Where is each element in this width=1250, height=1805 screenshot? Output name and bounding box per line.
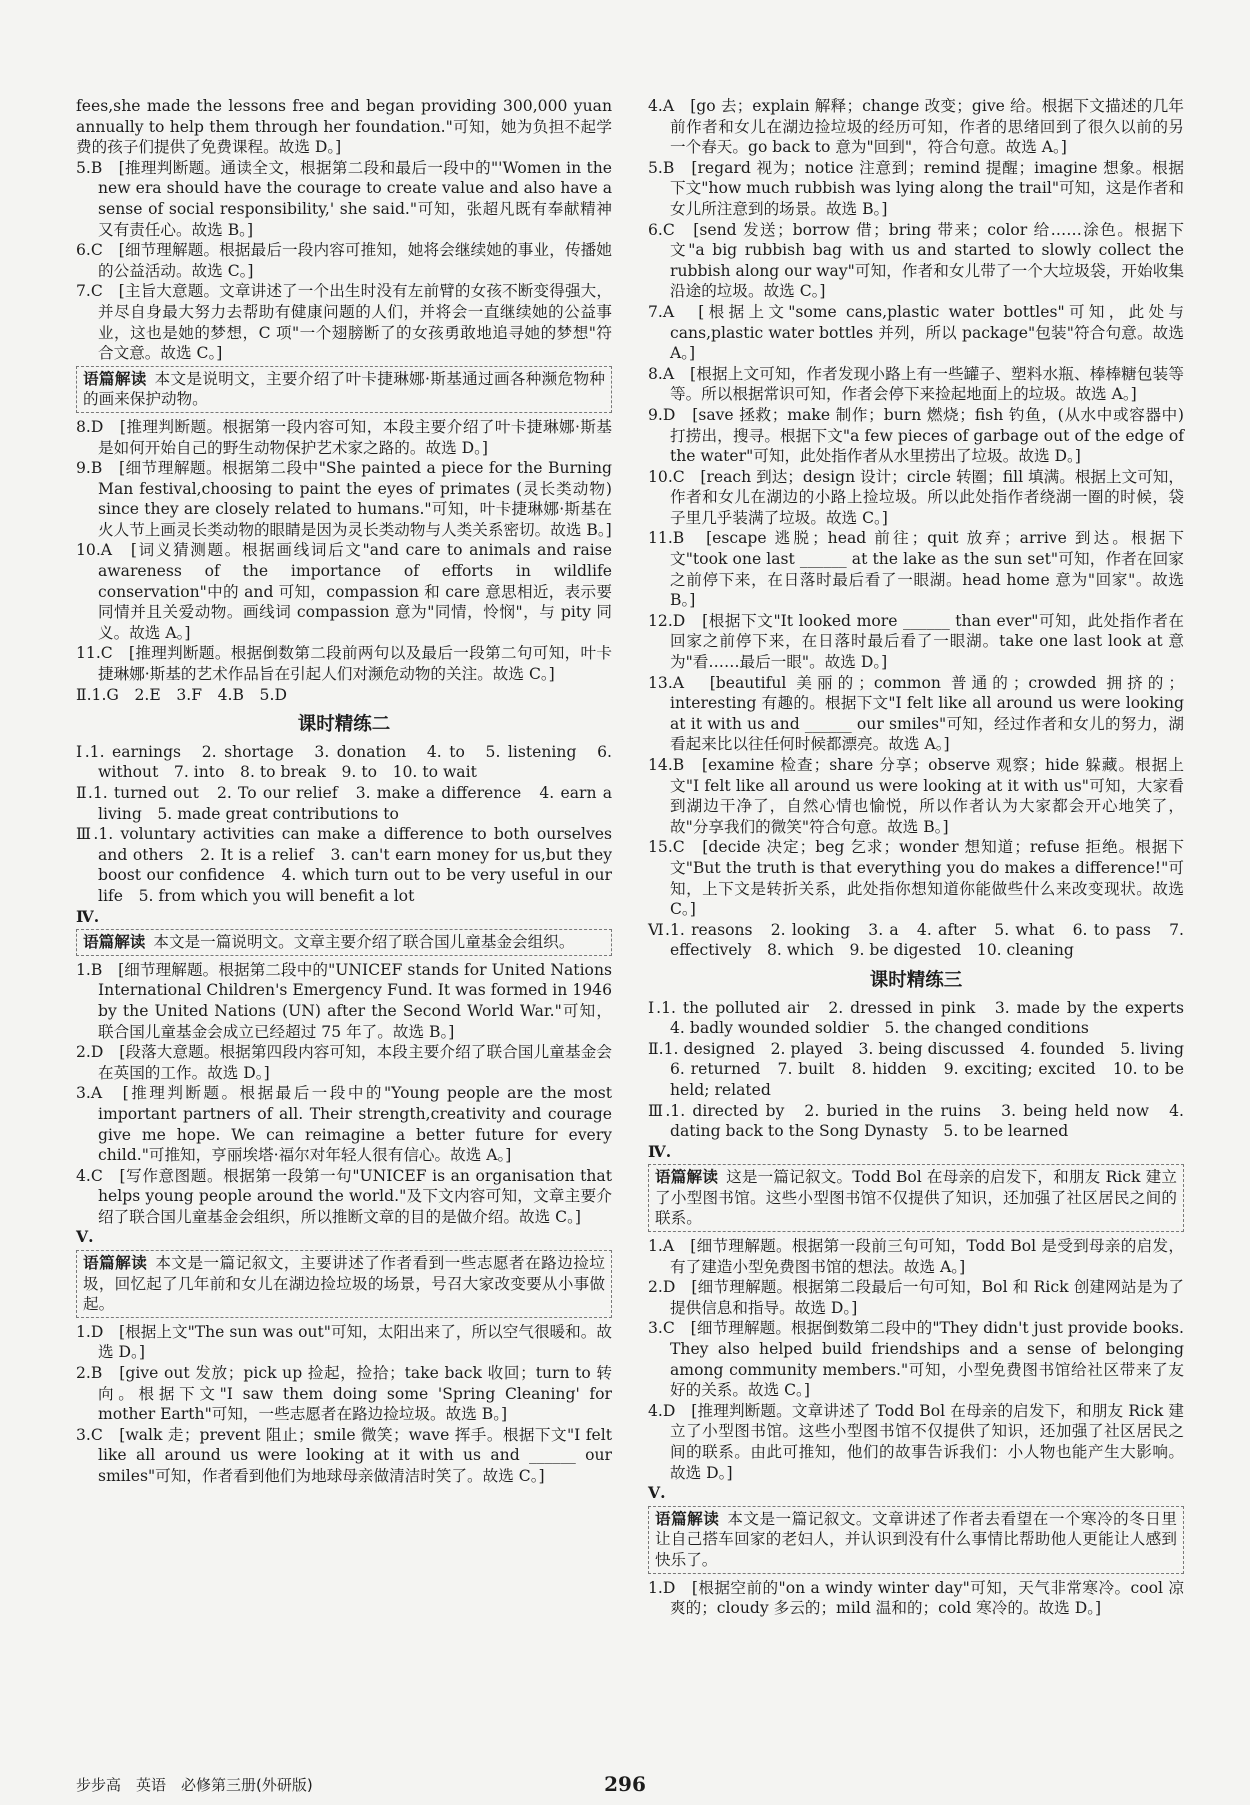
answer-item: 1.B [细节理解题。根据第二段中的"UNICEF stands for United Nations International Children's Emergency Fund. It was formed in 1946 by the United Nations (UN) after the Second World War."可知，联合国儿童基金会成立已经超过 75 年了。故选 B。] [76,960,612,1041]
text-analysis-box [76,366,612,413]
analysis-tag: 语篇解读 [83,1254,148,1273]
answer-item: 13.A [beautiful 美丽的；common 普通的；crowded 拥挤的；interesting 有趣的。根据下文"I felt like all around us were looking at it with us and ______ our smiles"可知，经过作者和女儿的努力，湖看起来比以往任何时候都漂亮。故选 A。] [648,673,1184,754]
left-column [76,96,612,1619]
analysis-text: 本文是说明文，主要介绍了叶卡捷琳娜·斯基通过画各种濒危物种的画来保护动物。 [83,369,605,409]
answer-item: Ⅲ.1. voluntary activities can make a difference to both ourselves and others 2. It is a relief 3. can't earn money for us,but they boost our confidence 4. which turn out to be very useful in our life 5. from which you will benefit a lot [76,825,612,905]
answer-item: 3.A [推理判断题。根据最后一段中的"Young people are the most important partners of all. Their strength,creativity and courage give me hope. We can reimagine a better future for every child."可推知，亨丽埃塔·福尔对年轻人很有信心。故选 A。] [76,1084,612,1165]
answer-item: fees,she made the lessons free and began providing 300,000 yuan annually to help them through her foundation."可知，她为负担不起学费的孩子们提供了免费课程。故选 D。] [76,97,612,157]
text-analysis-box [76,929,612,956]
answer-item: 3.C [细节理解题。根据倒数第二段中的"They didn't just provide books. They also helped build friendships and a sense of belonging among community members."可知，小型免费图书馆给社区带来了友好的关系。故选 C。] [648,1319,1184,1400]
analysis-text: 本文是一篇记叙文。文章讲述了作者去看望在一个寒冷的冬日里让自己搭车回家的老妇人，并认识到没有什么事情比帮助他人更能让人感到快乐了。 [655,1509,1177,1569]
answer-item: 3.C [walk 走；prevent 阻止；smile 微笑；wave 挥手。根据下文"I felt like all around us were looking at it with us and ______ our smiles"可知，作者看到他们为地球母亲做清洁时笑了。故选 C。] [76,1425,612,1485]
analysis-tag: 语篇解读 [655,1509,720,1528]
answer-item: 14.B [examine 检查；share 分享；observe 观察；hide 躲藏。根据上文"I felt like all around us were looking at it with us"可知，大家看到湖边干净了，自然心情也愉悦，所以作者认为大家都会开心地笑了，故"分享我们的微笑"符合句意。故选 B。] [648,756,1184,836]
answer-item: 2.B [give out 发放；pick up 捡起，捡拾；take back 收回；turn to 转向。根据下文"I saw them doing some 'Spring Cleaning' for mother Earth"可知，一些志愿者在路边捡垃圾。故选 B。] [76,1364,612,1424]
section-number: Ⅳ. [648,1141,672,1161]
answer-item: 10.A [词义猜测题。根据画线词后文"and care to animals and raise awareness of the importance of efforts in wildlife conservation"中的 and 可知，compassion 和 care 意思相近，表示要同情并且关爱动物。画线词 compassion 意为"同情，怜悯"，与 pity 同义。故选 A。] [76,541,612,642]
answer-item: Ⅱ.1. turned out 2. To our relief 3. make a difference 4. earn a living 5. made great contributions to [76,784,612,823]
answer-item: 2.D [细节理解题。根据第二段最后一句可知，Bol 和 Rick 创建网站是为了提供信息和指导。故选 D。] [648,1278,1184,1317]
section-heading: 课时精练二 [297,714,391,736]
answer-item: 4.A [go 去；explain 解释；change 改变；give 给。根据下文描述的几年前作者和女儿在湖边捡垃圾的经历可知，作者的思绪回到了很久以前的另一个春天。go back to 意为"回到"，符合句意。故选 A。] [648,97,1184,157]
right-column [648,96,1200,1619]
answer-item: 5.B [regard 视为；notice 注意到；remind 提醒；imagine 想象。根据下文"how much rubbish was lying along the trail"可知，这是作者和女儿所注意到的场景。故选 B。] [648,158,1184,218]
answer-item: 4.C [写作意图题。根据第一段第一句"UNICEF is an organisation that helps young people around the world."及下文内容可知，文章主要介绍了联合国儿童基金会组织，所以推断文章的目的是做介绍。故选 C。] [76,1166,612,1226]
answer-item: Ⅲ.1. directed by 2. buried in the ruins 3. being held now 4. dating back to the Song Dynasty 5. to be learned [648,1101,1184,1141]
answer-item: Ⅰ.1. earnings 2. shortage 3. donation 4. to 5. listening 6. without 7. into 8. to break 9. to 10. to wait [76,742,612,782]
answer-item: 11.C [推理判断题。根据倒数第二段前两句以及最后一段第二句可知，叶卡捷琳娜·斯基的艺术作品旨在引起人们对濒危动物的关注。故选 C。] [76,644,612,684]
answer-item: 6.C [细节理解题。根据最后一段内容可推知，她将会继续她的事业，传播她的公益活动。故选 C。] [76,241,612,280]
answer-item: 8.D [推理判断题。根据第一段内容可知，本段主要介绍了叶卡捷琳娜·斯基是如何开始自己的野生动物保护艺术家之路的。故选 D。] [76,417,612,457]
answer-item: 10.C [reach 到达；design 设计；circle 转圈；fill 填满。根据上文可知，作者和女儿在湖边的小路上捡垃圾。所以此处指作者绕湖一圈的时候，袋子里几乎装满了垃圾。故选 C。] [648,467,1184,527]
section-number: Ⅴ. [648,1483,666,1503]
answer-item: 1.D [根据上文"The sun was out"可知，太阳出来了，所以空气很暖和。故选 D。] [76,1322,612,1362]
answer-item: 9.D [save 拯救；make 制作；burn 燃烧；fish 钓鱼，(从水中或容器中)打捞出，搜寻。根据下文"a few pieces of garbage out of the edge of the water"可知，此处指作者从水里捞出了垃圾。故选 D。] [648,405,1184,466]
answer-item: Ⅱ.1. designed 2. played 3. being discussed 4. founded 5. living 6. returned 7. built 8. hidden 9. exciting; excited 10. to be held; related [648,1039,1200,1099]
book-footer: 步步高 英语 必修第三册(外研版) [76,1776,313,1794]
analysis-tag: 语篇解读 [655,1168,719,1187]
answer-item: 7.C [主旨大意题。文章讲述了一个出生时没有左前臂的女孩不断变得强大，并尽自身最大努力去帮助有健康问题的人们，并将会一直继续她的公益事业，这也是她的梦想，C 项"一个翅膀断了的女孩勇敢地追寻她的梦想"符合文意。故选 C。] [76,282,612,363]
section-number: Ⅳ. [76,906,100,926]
answer-item: 8.A [根据上文可知，作者发现小路上有一些罐子、塑料水瓶、棒棒糖包装等等。所以根据常识可知，作者会停下来捡起地面上的垃圾。故选 A。] [648,364,1184,404]
answer-item: 6.C [send 发送；borrow 借；bring 带来；color 给……涂色。根据下文"a big rubbish bag with us and started to slowly collect the rubbish along our way"可知，作者和女儿带了一个大垃圾袋，开始收集沿途的垃圾。故选 C。] [648,220,1184,301]
answer-item: 9.B [细节理解题。根据第二段中"She painted a piece for the Burning Man festival,choosing to paint the eyes of primates (灵长类动物) since they are closely related to humans."可知，叶卡捷琳娜·斯基在火人节上画灵长类动物的眼睛是因为灵长类动物与人类关系密切。故选 B。] [76,459,612,539]
analysis-text: 本文是一篇记叙文，主要讲述了作者看到一些志愿者在路边捡垃圾，回忆起了几年前和女儿在湖边捡垃圾的场景，号召大家改变要从小事做起。 [83,1254,605,1314]
answer-item: 4.D [推理判断题。文章讲述了 Todd Bol 在母亲的启发下，和朋友 Rick 建立了小型图书馆。这些小型图书馆不仅提供了知识，还加强了社区居民之间的联系。由此可推知，他们的故事告诉我们：小人物也能产生大影响。故选 D。] [648,1401,1184,1482]
answer-item: 5.B [推理判断题。通读全文，根据第二段和最后一段中的"'Women in the new era should have the courage to create value and also have a sense of social responsibility,' she said."可知，张超凡既有奉献精神又有责任心。故选 B。] [76,158,612,239]
page-number: 296 [604,1772,646,1796]
answer-item: Ⅱ.1.G 2.E 3.F 4.B 5.D [76,685,287,704]
answer-item: 2.D [段落大意题。根据第四段内容可知，本段主要介绍了联合国儿童基金会在英国的工作。故选 D。] [76,1043,612,1082]
answer-item: 7.A [根据上文"some cans,plastic water bottles"可知，此处与 cans,plastic water bottles 并列，所以 package"包装"符合句意。故选 A。] [648,302,1184,363]
answer-item: Ⅵ.1. reasons 2. looking 3. a 4. after 5. what 6. to pass 7. effectively 8. which 9. be digested 10. cleaning [648,920,1184,960]
analysis-tag: 语篇解读 [83,369,147,388]
analysis-tag: 语篇解读 [83,933,146,952]
analysis-text: 本文是一篇说明文。文章主要介绍了联合国儿童基金会组织。 [153,933,575,952]
answer-item: 11.B [escape 逃脱；head 前往；quit 放弃；arrive 到达。根据下文"took one last ______ at the lake as the sun set"可知，作者在回家之前停下来，在日落时最后看了一眼湖。head home 意为"回家"。故选 B。] [648,529,1184,610]
text-analysis-box [648,1164,1184,1232]
text-analysis-box [648,1506,1184,1574]
answer-item: 1.A [细节理解题。根据第一段前三句可知，Todd Bol 是受到母亲的启发，有了建造小型免费图书馆的想法。故选 A。] [648,1237,1184,1276]
answer-item: Ⅰ.1. the polluted air 2. dressed in pink 3. made by the experts 4. badly wounded soldier 5. the changed conditions [648,998,1200,1038]
answer-item: 1.D [根据空前的"on a windy winter day"可知，天气非常寒冷。cool 凉爽的；cloudy 多云的；mild 温和的；cold 寒冷的。故选 D。] [648,1578,1184,1618]
section-number: Ⅴ. [76,1227,94,1247]
section-heading: 课时精练三 [869,969,963,991]
analysis-text: 这是一篇记叙文。Todd Bol 在母亲的启发下，和朋友 Rick 建立了小型图书馆。这些小型图书馆不仅提供了知识，还加强了社区居民之间的联系。 [655,1168,1177,1228]
text-analysis-box [76,1250,612,1318]
answer-item: 15.C [decide 决定；beg 乞求；wonder 想知道；refuse 拒绝。根据下文"But the truth is that everything you do makes a difference!"可知，上下文是转折关系，此处指你想知道你能做些什么来改变现状。故选 C。] [648,838,1184,919]
answer-item: 12.D [根据下文"It looked more ______ than ever"可知，此处指作者在回家之前停下来，在日落时最后看了一眼湖。take one last look at 意为"看……最后一眼"。故选 D。] [648,611,1184,672]
